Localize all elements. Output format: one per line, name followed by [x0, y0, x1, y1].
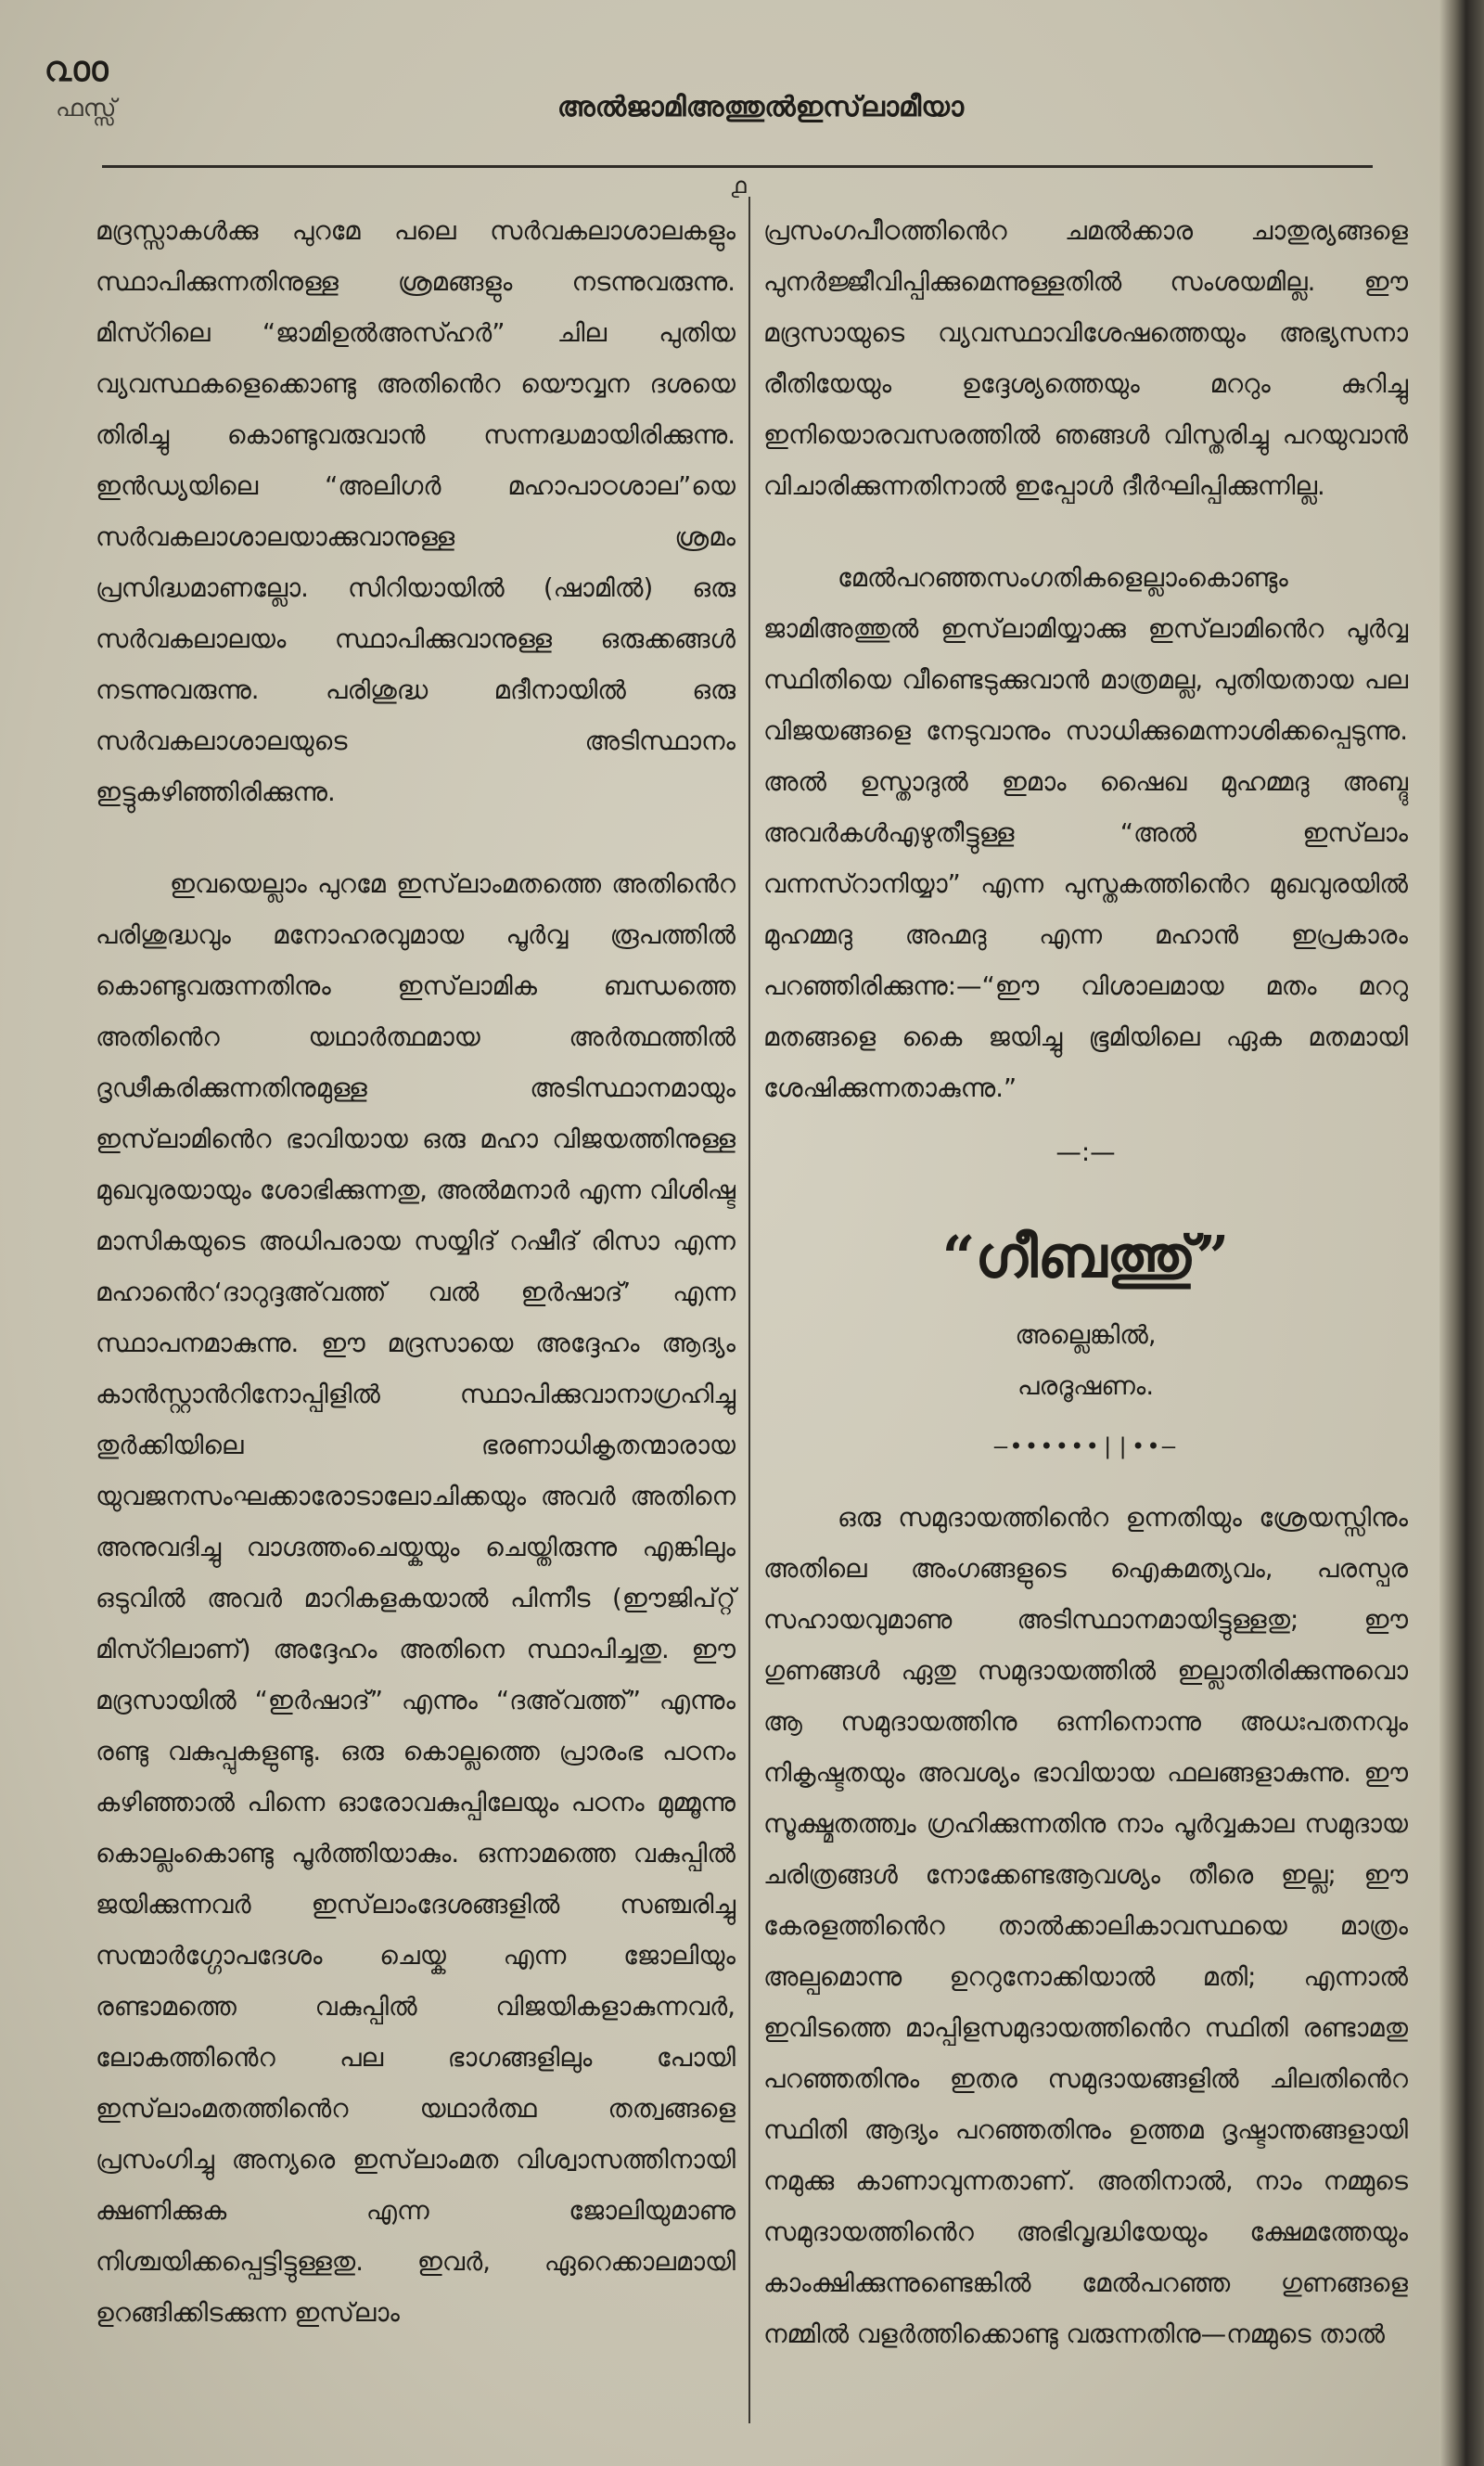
- article-subtitle-1: അല്ലെങ്കിൽ,: [1015, 1320, 1157, 1350]
- right-paragraph-1: പ്രസംഗപീഠത്തിൻെറ ചമൽക്കാര ചാതുര്യങ്ങളെ പുനർജ്ജീവിപ്പിക്കുമെന്നുള്ളതിൽ സംശയമില്ല. ഈ മദ്രസായുടെ വ്യവസ്ഥാവിശേഷത്തെയും അഭ്യസനാ രീതിയേയും ഉദ്ദേശ്യത്തെയും മററും കുറിച്ചു ഇനിയൊരവസരത്തിൽ ഞങ്ങൾ വിസ്തരിച്ചു പറയുവാൻ വിചാരിക്കുന്നതിനാൽ ഇപ്പോൾ ദീർഘിപ്പിക്കുന്നില്ല.: [763, 216, 1408, 501]
- running-head: അൽജാമിഅത്തുൽഇസ്‌ലാമീയാ: [556, 91, 965, 123]
- page-number: ൨൦൦: [45, 48, 109, 89]
- column-number: ൧: [731, 173, 747, 199]
- right-column: [763, 206, 1408, 2360]
- ornament-divider: —••••••||••—: [993, 1433, 1178, 1459]
- header-rule: [102, 165, 1373, 168]
- column-divider: [748, 197, 750, 2423]
- section-divider-mark: —:—: [1055, 1137, 1116, 1167]
- article-title: “ഗീബത്തു്”: [941, 1223, 1230, 1291]
- article-subtitle-2: പരദൂഷണം.: [1017, 1371, 1155, 1401]
- section-divider: [763, 1127, 1408, 1178]
- left-paragraph-2: ഇവയെല്ലാം പുറമേ ഇസ്‌ലാംമതത്തെ അതിൻെറ പരിശുദ്ധവും മനോഹരവുമായ പൂർവ്വ രൂപത്തിൽ കൊണ്ടുവരുന്നതിനും ഇസ്‌ലാമിക ബന്ധത്തെ അതിൻെറ യഥാർത്ഥമായ അർത്ഥത്തിൽ ദൃഢീകരിക്കുന്നതിനുമുള്ള അടിസ്ഥാനമായും ഇസ്‌ലാമിൻെറ ഭാവിയായ ഒരു മഹാ വിജയത്തിനുള്ള മുഖവുരയായും ശോഭിക്കുന്നതു, അൽമനാർ എന്ന വിശിഷ്ട മാസികയുടെ അധിപരായ സയ്യിദ് റഷീദ് രിസാ എന്ന മഹാൻെറ‘ദാറുദ്ദഅ്‌വത്ത് വൽ ഇർഷാദ്’ എന്ന സ്ഥാപനമാകുന്നു. ഈ മദ്രസായെ അദ്ദേഹം ആദ്യം കാൻസ്റ്റാൻറിനോപ്പിളിൽ സ്ഥാപിക്കുവാനാഗ്രഹിച്ചു തുർക്കിയിലെ ഭരണാധികൃതന്മാരായ യുവജനസംഘക്കാരോടാലോചിക്കയും അവർ അതിനെ അനുവദിച്ചു വാഗ്ദത്തംചെയ്കയും ചെയ്തിരുന്നു എങ്കിലും ഒടുവിൽ അവർ മാറികളകയാൽ പിന്നീട (ഈജിപ്റ്റ് മിസ്റിലാണ്) അദ്ദേഹം അതിനെ സ്ഥാപിച്ചതു. ഈ മദ്രസായിൽ “ഇർഷാദ്” എന്നും “ദഅ്‌വത്ത്” എന്നും രണ്ടു വകുപ്പുകളുണ്ടു. ഒരു കൊല്ലത്തെ പ്രാരംഭ പഠനം കഴിഞ്ഞാൽ പിന്നെ ഓരോവകുപ്പിലേയും പഠനം മുമ്മൂന്നു കൊല്ലംകൊണ്ടു പൂർത്തിയാകും. ഒന്നാമത്തെ വകുപ്പിൽ ജയിക്കുന്നവർ ഇസ്‌ലാംദേശങ്ങളിൽ സഞ്ചരിച്ചു സന്മാർഗ്ഗോപദേശം ചെയ്ക എന്ന ജോലിയും രണ്ടാമത്തെ വകുപ്പിൽ വിജയികളാകുന്നവർ, ലോകത്തിൻെറ പല ഭാഗങ്ങളിലും പോയി ഇസ്‌ലാംമതത്തിൻെറ യഥാർത്ഥ തത്വങ്ങളെ പ്രസംഗിച്ചു അന്യരെ ഇസ്‌ലാംമത വിശ്വാസത്തിനായി ക്ഷണിക്കുക എന്ന ജോലിയുമാണു നിശ്ചയിക്കപ്പെട്ടിട്ടുള്ളതു. ഇവർ, ഏറെക്കാലമായി ഉറങ്ങിക്കിടക്കുന്ന ഇസ്‌ലാം: [96, 869, 736, 2328]
- page-mark: ഫസ്സ്: [56, 95, 117, 122]
- left-column: [96, 206, 736, 2339]
- left-paragraph-1: മദ്രസ്സാകൾക്കു പുറമേ പലെ സർവകലാശാലകളും സ്ഥാപിക്കുന്നതിനുള്ള ശ്രമങ്ങളും നടന്നുവരുന്നു. മിസ്റിലെ “ജാമിഉൽഅസ്ഹർ” ചില പുതിയ വ്യവസ്ഥകളെക്കൊണ്ടു അതിൻെറ യൌവ്വന ദശയെ തിരിച്ചു കൊണ്ടുവരുവാൻ സന്നദ്ധമായിരിക്കുന്നു. ഇൻഡ്യയിലെ “അലിഗർ മഹാപാഠശാല”യെ സർവകലാശാലയാക്കുവാനുള്ള ശ്രമം പ്രസിദ്ധമാണല്ലോ. സിറിയായിൽ (ഷാമിൽ) ഒരു സർവകലാലയം സ്ഥാപിക്കുവാനുള്ള ഒരുക്കങ്ങൾ നടന്നുവരുന്നു. പരിശുദ്ധ മദീനായിൽ ഒരു സർവകലാശാലയുടെ അടിസ്ഥാനം ഇട്ടുകഴിഞ്ഞിരിക്കുന്നു.: [96, 216, 736, 807]
- right-paragraph-2: മേൽപറഞ്ഞസംഗതികളെല്ലാംകൊണ്ടും ജാമിഅത്തുൽ ഇസ്‌ലാമിയ്യാക്കു ഇസ്‌ലാമിൻെറ പൂർവ്വ സ്ഥിതിയെ വീണ്ടെടുക്കുവാൻ മാത്രമല്ല, പുതിയതായ പല വിജയങ്ങളെ നേടുവാനും സാധിക്കുമെന്നാശിക്കപ്പെടുന്നു. അൽ ഉസ്താദുൽ ഇമാം ഷൈഖ മുഹമ്മദു അബ്ദു അവർകൾഎഴുതീട്ടുള്ള “അൽ ഇസ്‌ലാം വന്നസ്റാനിയ്യാ” എന്ന പുസ്തകത്തിൻെറ മുഖവുരയിൽ മുഹമ്മദു അഹ്മദു എന്ന മഹാൻ ഇപ്രകാരം പറഞ്ഞിരിക്കുന്നു:—“ഈ വിശാലമായ മതം മററു മതങ്ങളെ കൈ ജയിച്ചു ഭൂമിയിലെ ഏക മതമായി ശേഷിക്കുന്നതാകുന്നു.”: [763, 563, 1408, 1103]
- page-binding-edge: [1439, 0, 1484, 2466]
- right-paragraph-3: ഒരു സമുദായത്തിൻെറ ഉന്നതിയും ശ്രേയസ്സിനും അതിലെ അംഗങ്ങളുടെ ഐകമത്യവം, പരസ്പര സഹായവുമാണു അടിസ്ഥാനമായിട്ടുള്ളതു; ഈ ഗുണങ്ങൾ ഏതു സമുദായത്തിൽ ഇല്ലാതിരിക്കുന്നുവൊ ആ സമുദായത്തിനു ഒന്നിനൊന്നു അധഃപതനവും നികൃഷ്ടതയും അവശ്യം ഭാവിയായ ഫലങ്ങളാകുന്നു. ഈ സൂക്ഷ്മതത്ത്വം ഗ്രഹിക്കുന്നതിനു നാം പൂർവ്വകാല സമുദായ ചരിത്രങ്ങൾ നോക്കേണ്ടആവശ്യം തീരെ ഇല്ല; ഈ കേരളത്തിൻെറ താൽക്കാലികാവസ്ഥയെ മാത്രം അല്പമൊന്നു ഉററുനോക്കിയാൽ മതി; എന്നാൽ ഇവിടത്തെ മാപ്പിളസമുദായത്തിൻെറ സ്ഥിതി രണ്ടാമതു പറഞ്ഞതിനും ഇതര സമുദായങ്ങളിൽ ചിലതിൻെറ സ്ഥിതി ആദ്യം പറഞ്ഞതിനും ഉത്തമ ദൃഷ്ടാന്തങ്ങളായി നമുക്കു കാണാവുന്നതാണ്. അതിനാൽ, നാം നമ്മുടെ സമുദായത്തിൻെറ അഭിവൃദ്ധിയേയും ക്ഷേമത്തേയും കാംക്ഷിക്കുന്നുണ്ടെങ്കിൽ മേൽപറഞ്ഞ ഗുണങ്ങളെ നമ്മിൽ വളർത്തിക്കൊണ്ടു വരുന്നതിനു—നമ്മുടെ താൽ: [763, 1503, 1408, 2349]
